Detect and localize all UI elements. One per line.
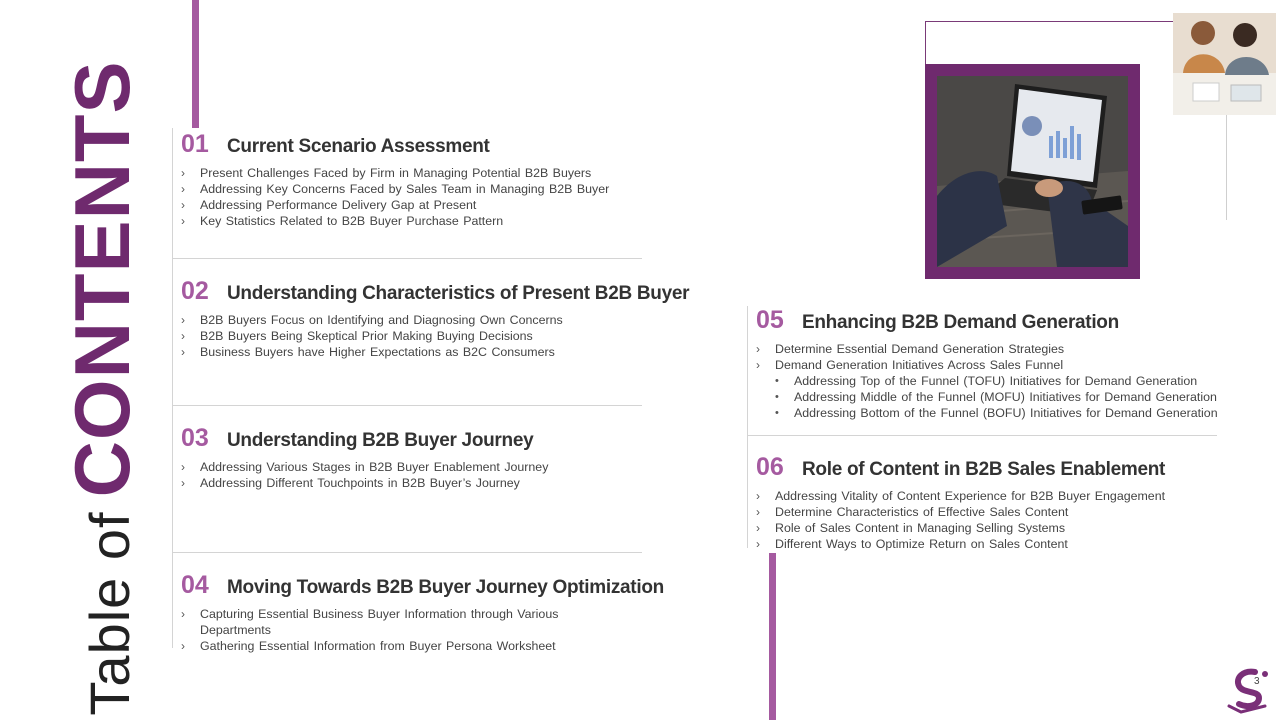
photo-outline-frame: [925, 21, 1174, 66]
list-item: › Gathering Essential Information from Buyer Persona Worksheet: [181, 639, 556, 653]
chevron-right-icon: ›: [181, 476, 185, 490]
accent-bar-bottom: [769, 553, 776, 720]
photo-connector-line: [1226, 115, 1227, 220]
section-06: [756, 453, 1256, 552]
dot-icon: •: [775, 391, 779, 403]
chevron-right-icon: ›: [181, 639, 185, 653]
chevron-right-icon: ›: [181, 166, 185, 180]
section-number: 03: [181, 424, 209, 452]
divider-01: [172, 258, 642, 259]
section-number: 01: [181, 130, 209, 158]
section-number: 04: [181, 571, 209, 599]
list-item: › Determine Essential Demand Generation Strategies: [756, 342, 1065, 356]
sub-list-item: • Addressing Bottom of the Funnel (BOFU) Initiatives for Demand Generation: [775, 406, 1218, 420]
page-title-light: Table of: [78, 511, 141, 716]
brand-logo-icon: [1225, 666, 1275, 716]
right-column-divider: [747, 306, 748, 548]
section-02: [181, 277, 701, 360]
list-item: › Determine Characteristics of Effective Sales Content: [756, 505, 1069, 519]
section-03: [181, 424, 641, 491]
chevron-right-icon: ›: [181, 214, 185, 228]
section-04: [181, 571, 681, 654]
list-item: › Addressing Key Concerns Faced by Sales Team in Managing B2B Buyer: [181, 182, 610, 196]
team-illustration: [1173, 13, 1276, 115]
page-title: [58, 60, 146, 716]
chevron-right-icon: ›: [756, 537, 760, 551]
list-item: › B2B Buyers Being Skeptical Prior Making Buying Decisions: [181, 329, 533, 343]
chevron-right-icon: ›: [756, 358, 760, 372]
list-item: › Addressing Various Stages in B2B Buyer Enablement Journey: [181, 460, 549, 474]
sub-list-item: • Addressing Top of the Funnel (TOFU) Initiatives for Demand Generation: [775, 374, 1198, 388]
page-number: 3: [1254, 676, 1260, 687]
list-item: › Key Statistics Related to B2B Buyer Purchase Pattern: [181, 214, 504, 228]
section-01: [181, 130, 641, 229]
section-title: Current Scenario Assessment: [227, 136, 490, 157]
chevron-right-icon: ›: [181, 607, 185, 621]
section-number: 02: [181, 277, 209, 305]
section-title: Moving Towards B2B Buyer Journey Optimization: [227, 577, 664, 598]
list-item: › Present Challenges Faced by Firm in Managing Potential B2B Buyers: [181, 166, 592, 180]
page-title-bold: CONTENTS: [58, 60, 146, 498]
chevron-right-icon: ›: [181, 198, 185, 212]
list-item: › Demand Generation Initiatives Across Sales Funnel: [756, 358, 1064, 372]
chevron-right-icon: ›: [181, 313, 185, 327]
divider-05: [747, 435, 1217, 436]
section-title: Understanding Characteristics of Present B2B Buyer: [227, 283, 690, 304]
accent-bar-top: [192, 0, 199, 128]
list-item: › Different Ways to Optimize Return on Sales Content: [756, 537, 1068, 551]
list-item: › Role of Sales Content in Managing Selling Systems: [756, 521, 1066, 535]
laptop-photo: [937, 76, 1128, 267]
chevron-right-icon: ›: [756, 342, 760, 356]
list-item: › Business Buyers have Higher Expectations as B2C Consumers: [181, 345, 555, 359]
section-title: Understanding B2B Buyer Journey: [227, 430, 534, 451]
team-photo: [1173, 13, 1276, 115]
chevron-right-icon: ›: [756, 489, 760, 503]
section-number: 06: [756, 453, 784, 481]
chevron-right-icon: ›: [181, 460, 185, 474]
chevron-right-icon: ›: [181, 182, 185, 196]
left-column-divider: [172, 128, 173, 648]
chevron-right-icon: ›: [756, 521, 760, 535]
dot-icon: •: [775, 375, 779, 387]
section-title: Role of Content in B2B Sales Enablement: [802, 459, 1166, 480]
divider-02: [172, 405, 642, 406]
divider-03: [172, 552, 642, 553]
chevron-right-icon: ›: [181, 345, 185, 359]
list-item: › B2B Buyers Focus on Identifying and Diagnosing Own Concerns: [181, 313, 563, 327]
section-05: [756, 306, 1256, 421]
chevron-right-icon: ›: [181, 329, 185, 343]
list-item: › Addressing Performance Delivery Gap at Present: [181, 198, 477, 212]
laptop-illustration: [937, 76, 1128, 267]
section-number: 05: [756, 306, 784, 334]
list-item: › Addressing Different Touchpoints in B2B Buyer’s Journey: [181, 476, 520, 490]
dot-icon: •: [775, 407, 779, 419]
list-item: › Addressing Vitality of Content Experience for B2B Buyer Engagement: [756, 489, 1166, 503]
chevron-right-icon: ›: [756, 505, 760, 519]
sub-list-item: • Addressing Middle of the Funnel (MOFU) Initiatives for Demand Generation: [775, 390, 1217, 404]
list-item: › Capturing Essential Business Buyer Information through Various Departments: [181, 607, 559, 637]
section-title: Enhancing B2B Demand Generation: [802, 312, 1119, 333]
